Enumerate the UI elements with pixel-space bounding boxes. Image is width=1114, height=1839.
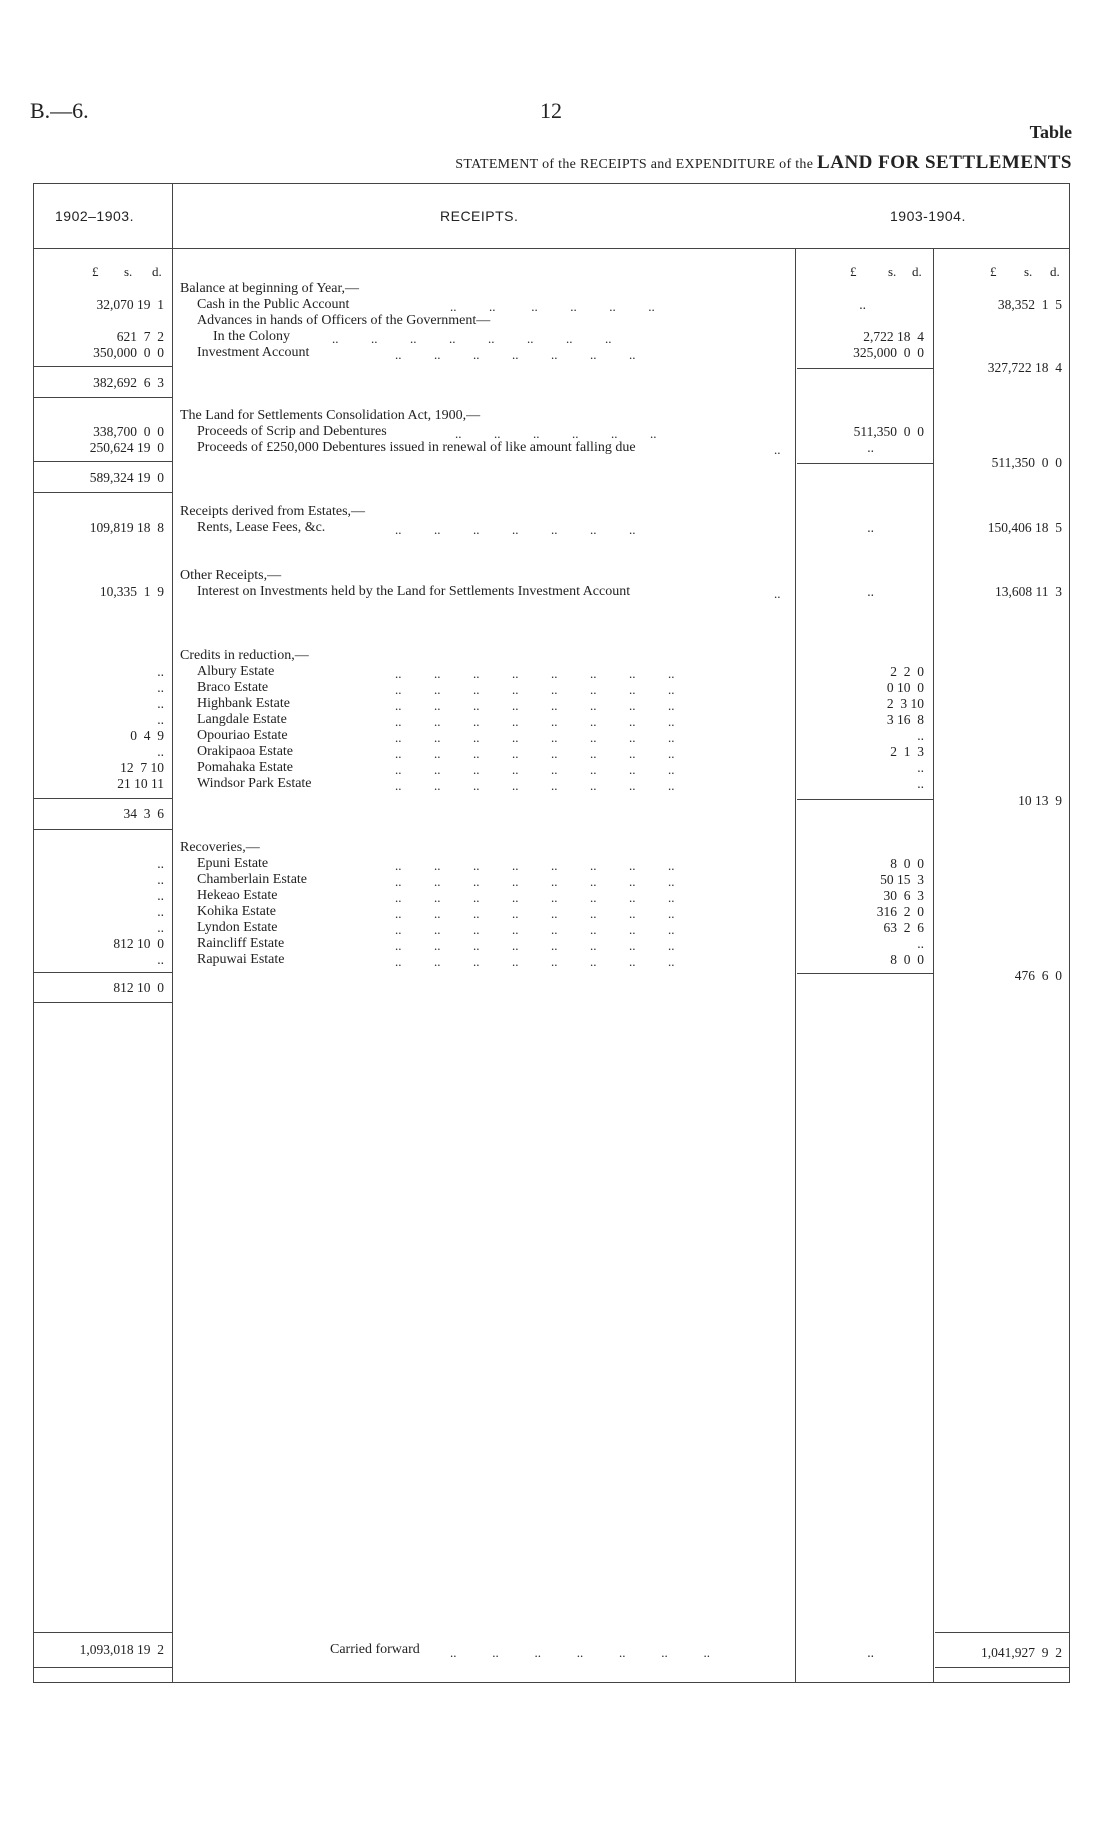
section-heading: Recoveries,— [180,840,260,855]
left-amount: 21 10 11 [117,776,164,791]
mid-total-rule [797,799,933,800]
estate-label: Chamberlain Estate [197,872,308,887]
left-amount: 338,700 0 0 [93,424,164,439]
leader-dots: .. .. .. .. .. .. .. .. [395,682,675,697]
left-amount: .. [157,696,164,711]
left-amount: .. [157,856,164,871]
statement-title [455,152,1072,174]
estate-label: Opouriao Estate [197,728,288,743]
mid-amount: .. [867,584,874,599]
left-amount: .. [157,664,164,679]
header-bottom-rule [33,248,1070,249]
left-section-total: 812 10 0 [113,980,164,995]
col-divider-2 [795,248,796,1683]
left-amount: 621 7 2 [116,329,164,344]
receipts-header: RECEIPTS. [440,208,519,224]
mid-amount: 30 6 3 [883,888,924,903]
left-amount: 12 7 10 [120,760,164,775]
right-section-total: 327,722 18 4 [987,360,1062,375]
leader-dots: .. .. .. .. .. .. .. .. [395,858,675,873]
mid-amount: 511,350 0 0 [853,424,924,439]
leader-dots: .. .. .. .. .. .. .. .. [395,922,675,937]
leader-dots: .. .. .. .. .. .. .. .. [395,874,675,889]
item-label: Investment Account [197,345,310,360]
section-heading: Credits in reduction,— [180,648,309,663]
left-section-total: 382,692 6 3 [93,375,164,390]
mid-amount: 316 2 0 [876,904,924,919]
estate-label: Epuni Estate [197,856,269,871]
leader-dots: .. .. .. .. .. .. .. .. [332,331,612,346]
right-year-header: 1903-1904. [890,208,966,224]
left-d-header: d. [152,264,162,279]
leader-dots: .. .. .. .. .. .. .. [395,522,636,537]
left-total-underline [33,829,172,830]
footer-mid: .. [867,1645,874,1660]
right-d-header: d. [1050,264,1060,279]
right-pound-header: £ [990,264,997,279]
leader-dots: .. .. .. .. .. .. .. .. [395,954,675,969]
left-amount: 109,819 18 8 [89,520,164,535]
item-label: Proceeds of Scrip and Debentures [197,424,387,439]
page-reference: B.—6. [30,98,89,123]
mid-amount: 2 3 10 [886,696,924,711]
section-heading: The Land for Settlements Consolidation Act, 1900,— [180,408,481,423]
left-border [33,183,34,1683]
section-heading: Other Receipts,— [180,568,282,583]
item-label: In the Colony [213,329,290,344]
mid-pound-header: £ [850,264,857,279]
page-number: 12 [540,98,562,123]
left-amount: .. [157,680,164,695]
right-amount: 38,352 1 5 [997,297,1062,312]
mid-amount: 50 15 3 [880,872,924,887]
mid-amount: 2 2 0 [890,664,924,679]
item-label: Rents, Lease Fees, &c. [197,520,326,535]
left-amount: .. [157,952,164,967]
footer-left-rule [33,1632,172,1633]
item-label: Interest on Investments held by the Land for Settlements Investment Account [197,584,631,599]
mid-amount: .. [867,520,874,535]
footer-right-underline [935,1667,1069,1668]
section-heading: Balance at beginning of Year,— [180,281,360,296]
estate-label: Highbank Estate [197,696,290,711]
left-section-total: 34 3 6 [123,806,164,821]
left-amount: .. [157,744,164,759]
leader-dots: .. .. .. .. .. .. .. .. [395,746,675,761]
mid-amount: .. [917,936,924,951]
leader-dots: .. .. .. .. .. .. [455,426,657,441]
left-amount: 350,000 0 0 [93,345,164,360]
right-section-total: 511,350 0 0 [991,455,1062,470]
leader-dots: .. .. .. .. .. .. .. .. [395,906,675,921]
mid-amount: .. [867,440,874,455]
left-s-header: s. [124,264,133,279]
statement-bold: LAND FOR SETTLEMENTS [817,152,1072,173]
mid-amount: 8 0 0 [890,856,924,871]
leader-dots: .. .. .. .. .. .. .. .. [395,938,675,953]
leader-dots: .. .. .. .. .. .. .. [395,347,636,362]
table-bottom-rule [33,1682,1070,1683]
footer-left-underline [33,1667,172,1668]
section-heading: Receipts derived from Estates,— [180,504,366,519]
left-total-rule [33,461,172,462]
right-amount: 150,406 18 5 [987,520,1062,535]
estate-label: Langdale Estate [197,712,287,727]
right-section-total: 10 13 9 [1018,793,1062,808]
mid-amount: 2 1 3 [890,744,924,759]
left-amount: .. [157,904,164,919]
left-total-underline [33,397,172,398]
mid-amount: .. [917,728,924,743]
estate-label: Hekeao Estate [197,888,278,903]
leader-dots: .. .. .. .. .. .. .. .. [395,730,675,745]
leader-dots: .. .. .. .. .. .. .. .. [395,778,675,793]
mid-amount: 8 0 0 [890,952,924,967]
mid-s-header: s. [888,264,897,279]
left-amount: 32,070 19 1 [96,297,164,312]
mid-amount: .. [859,297,866,312]
left-section-total: 589,324 19 0 [89,470,164,485]
table-top-rule [33,183,1070,184]
right-amount: 13,608 11 3 [995,584,1062,599]
leader-dots: .. .. .. .. .. .. .. .. [395,666,675,681]
estate-label: Orakipaoa Estate [197,744,294,759]
mid-total-rule [797,368,933,369]
left-amount: .. [157,920,164,935]
left-amount: 250,624 19 0 [89,440,164,455]
mid-amount: 63 2 6 [883,920,924,935]
estate-label: Windsor Park Estate [197,776,312,791]
mid-amount: 2,722 18 4 [863,329,924,344]
leader-dots: .. .. .. .. .. .. .. .. [395,714,675,729]
estate-label: Lyndon Estate [197,920,278,935]
mid-amount: 0 10 0 [886,680,924,695]
statement-prefix: STATEMENT of the RECEIPTS and EXPENDITURE of the [455,157,814,172]
mid-amount: .. [917,776,924,791]
item-label: Advances in hands of Officers of the Government— [197,313,491,328]
left-year-header: 1902–1903. [55,208,134,224]
left-amount: .. [157,888,164,903]
left-amount: 0 4 9 [130,728,164,743]
right-section-total: 476 6 0 [1014,968,1062,983]
item-label: Proceeds of £250,000 Debentures issued in renewal of like amount falling due [197,440,636,455]
footer-right-total: 1,041,927 9 2 [981,1645,1062,1660]
estate-label: Kohika Estate [197,904,276,919]
left-amount: 10,335 1 9 [99,584,164,599]
leader-dots: .. .. .. .. .. .. .. .. [395,698,675,713]
right-border [1069,183,1070,1683]
mid-amount: .. [917,760,924,775]
col-divider-3 [933,248,934,1683]
left-total-underline [33,492,172,493]
carried-forward-label: Carried forward [330,1642,420,1657]
left-amount: .. [157,712,164,727]
estate-label: Rapuwai Estate [197,952,285,967]
estate-label: Pomahaka Estate [197,760,294,775]
left-pound-header: £ [92,264,99,279]
left-total-rule [33,972,172,973]
mid-amount: 325,000 0 0 [853,345,924,360]
leader-dots: .. .. .. .. .. .. .. [450,1645,710,1660]
left-amount: 812 10 0 [113,936,164,951]
estate-label: Albury Estate [197,664,275,679]
mid-total-rule [797,973,933,974]
estate-label: Braco Estate [197,680,269,695]
left-total-underline [33,1002,172,1003]
footer-left-total: 1,093,018 19 2 [79,1642,164,1657]
table-label: Table [1029,122,1072,142]
item-label: Cash in the Public Account [197,297,350,312]
left-amount: .. [157,872,164,887]
mid-total-rule [797,463,933,464]
left-total-rule [33,798,172,799]
left-total-rule [33,366,172,367]
leader-dots: .. .. .. .. .. .. .. .. [395,890,675,905]
mid-amount: 3 16 8 [886,712,924,727]
mid-d-header: d. [912,264,922,279]
footer-right-rule [935,1632,1069,1633]
col-divider-1 [172,183,173,1683]
leader-dots: .. [774,442,781,457]
right-s-header: s. [1024,264,1033,279]
estate-label: Raincliff Estate [197,936,285,951]
leader-dots: .. [774,586,781,601]
leader-dots: .. .. .. .. .. .. .. .. [395,762,675,777]
leader-dots: .. .. .. .. .. .. [450,299,655,314]
